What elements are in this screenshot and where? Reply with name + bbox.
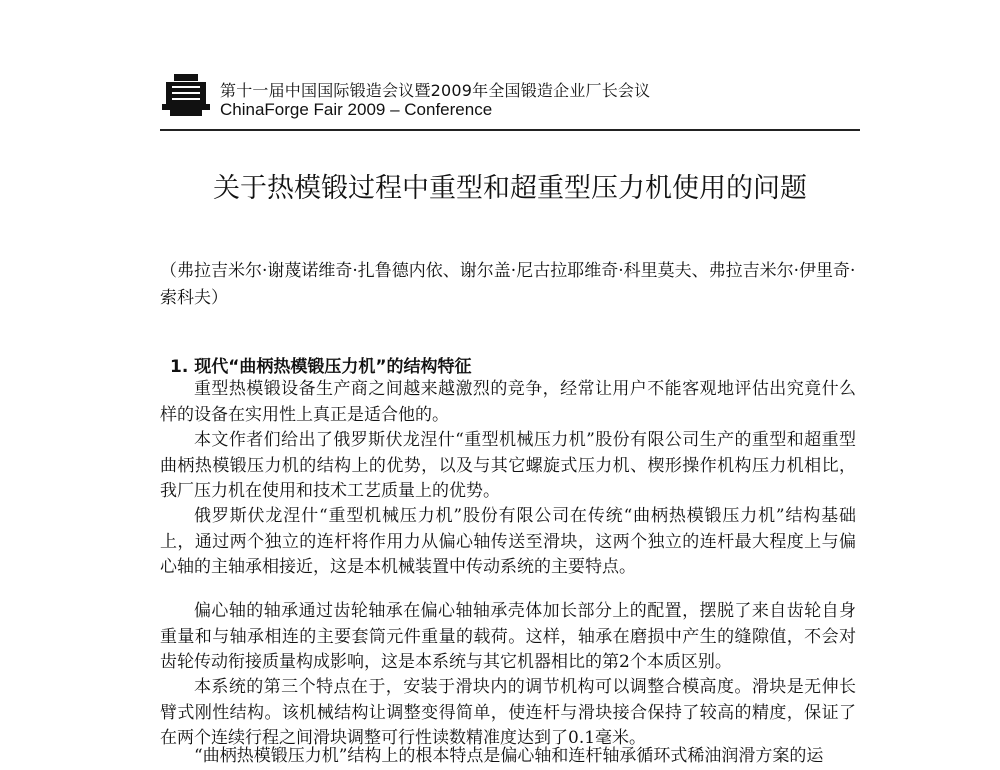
conference-title-en: ChinaForge Fair 2009 – Conference — [220, 100, 493, 119]
paper-authors: （弗拉吉米尔·谢蔑诺维奇·扎鲁德内依、谢尔盖·尼古拉耶维奇·科里莫夫、弗拉吉米尔·伊里奇·索科夫） — [160, 261, 856, 308]
paragraph: “曲柄热模锻压力机”结构上的根本特点是偏心轴和连杆轴承循环式稀油润滑方案的运 — [194, 746, 824, 766]
paper-title: 关于热模锻过程中重型和超重型压力机使用的问题 — [213, 173, 807, 204]
header-divider — [160, 129, 860, 131]
paragraph: 偏心轴的轴承通过齿轮轴承在偏心轴轴承壳体加长部分上的配置，摆脱了来自齿轮自身重量和与轴承相连的主要套筒元件重量的载荷。这样，轴承在磨损中产生的缝隙值，不会对齿轮传动衔接质量构成影响，这是本系统与其它机器相比的第2个本质区别。 — [160, 601, 856, 672]
conference-header — [160, 68, 860, 132]
paragraph: 本系统的第三个特点在于，安装于滑块内的调节机构可以调整合模高度。滑块是无伸长臂式刚性结构。该机械结构让调整变得简单，使连杆与滑块接合保持了较高的精度，保证了在两个连续行程之间滑块调整可行性读数精准度达到了0.1毫米。 — [160, 677, 856, 748]
section-heading: 1. 现代“曲柄热模锻压力机”的结构特征 — [170, 357, 472, 377]
paragraph: 本文作者们给出了俄罗斯伏龙涅什“重型机械压力机”股份有限公司生产的重型和超重型曲柄热模锻压力机的结构上的优势，以及与其它螺旋式压力机、楔形操作机构压力机相比，我厂压力机在使用和技术工艺质量上的优势。 — [160, 430, 856, 501]
conference-title-cn: 第十一届中国国际锻造会议暨2009年全国锻造企业厂长会议 — [220, 81, 651, 100]
paragraph: 俄罗斯伏龙涅什“重型机械压力机”股份有限公司在传统“曲柄热模锻压力机”结构基础上，通过两个独立的连杆将作用力从偏心轴传送至滑块，这两个独立的连杆最大程度上与偏心轴的主轴承相接近，这是本机械装置中传动系统的主要特点。 — [160, 506, 856, 577]
paragraph: 重型热模锻设备生产商之间越来越激烈的竞争，经常让用户不能客观地评估出究竟什么样的设备在实用性上真正是适合他的。 — [160, 379, 856, 425]
conference-logo-icon — [160, 72, 212, 118]
